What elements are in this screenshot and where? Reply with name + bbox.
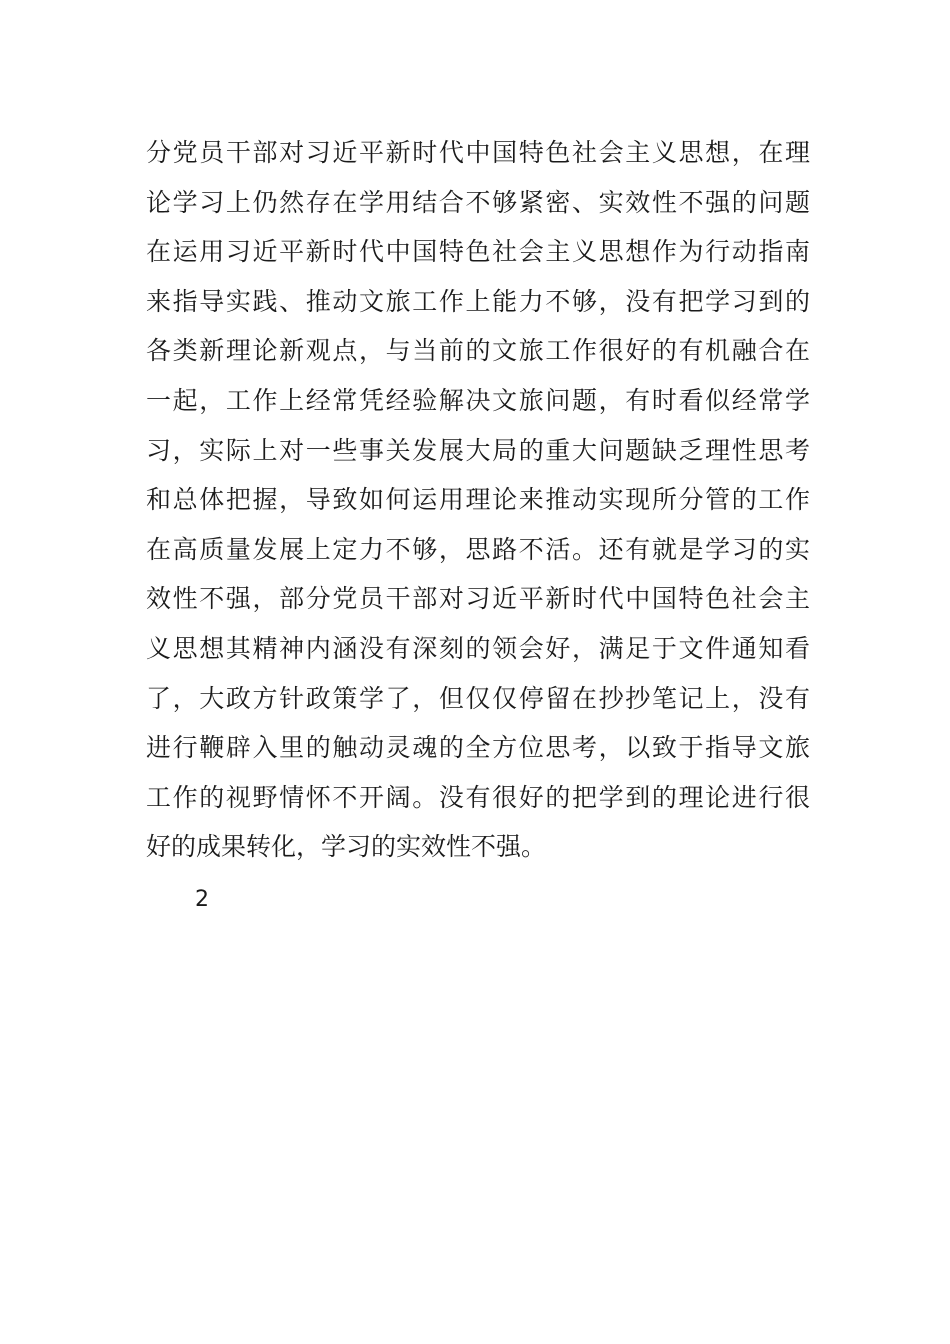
paragraph-line: 习，实际上对一些事关发展大局的重大问题缺乏理性思考 xyxy=(146,435,810,465)
paragraph-line: 来指导实践、推动文旅工作上能力不够，没有把学习到的 xyxy=(146,286,810,316)
paragraph-line: 论学习上仍然存在学用结合不够紧密、实效性不强的问题 xyxy=(146,187,810,217)
paragraph-line: 好的成果转化，学习的实效性不强。 xyxy=(146,832,547,862)
paragraph-line: 进行鞭辟入里的触动灵魂的全方位思考，以致于指导文旅 xyxy=(146,733,810,763)
page-number: 2 xyxy=(195,887,209,912)
paragraph-line: 一起，工作上经常凭经验解决文旅问题，有时看似经常学 xyxy=(146,385,810,415)
paragraph-line: 效性不强，部分党员干部对习近平新时代中国特色社会主 xyxy=(146,584,810,614)
paragraph-line: 工作的视野情怀不开阔。没有很好的把学到的理论进行很 xyxy=(146,782,810,812)
paragraph-line: 在运用习近平新时代中国特色社会主义思想作为行动指南 xyxy=(146,237,810,267)
paragraph-line: 各类新理论新观点，与当前的文旅工作很好的有机融合在 xyxy=(146,336,810,366)
paragraph-line: 义思想其精神内涵没有深刻的领会好，满足于文件通知看 xyxy=(146,633,810,663)
paragraph-line: 了，大政方针政策学了，但仅仅停留在抄抄笔记上，没有 xyxy=(146,683,810,713)
paragraph-line: 分党员干部对习近平新时代中国特色社会主义思想，在理 xyxy=(146,138,810,167)
paragraph-line: 在高质量发展上定力不够，思路不活。还有就是学习的实 xyxy=(146,534,810,564)
body-paragraph xyxy=(146,128,810,872)
paragraph-line: 和总体把握，导致如何运用理论来推动实现所分管的工作 xyxy=(146,485,810,515)
